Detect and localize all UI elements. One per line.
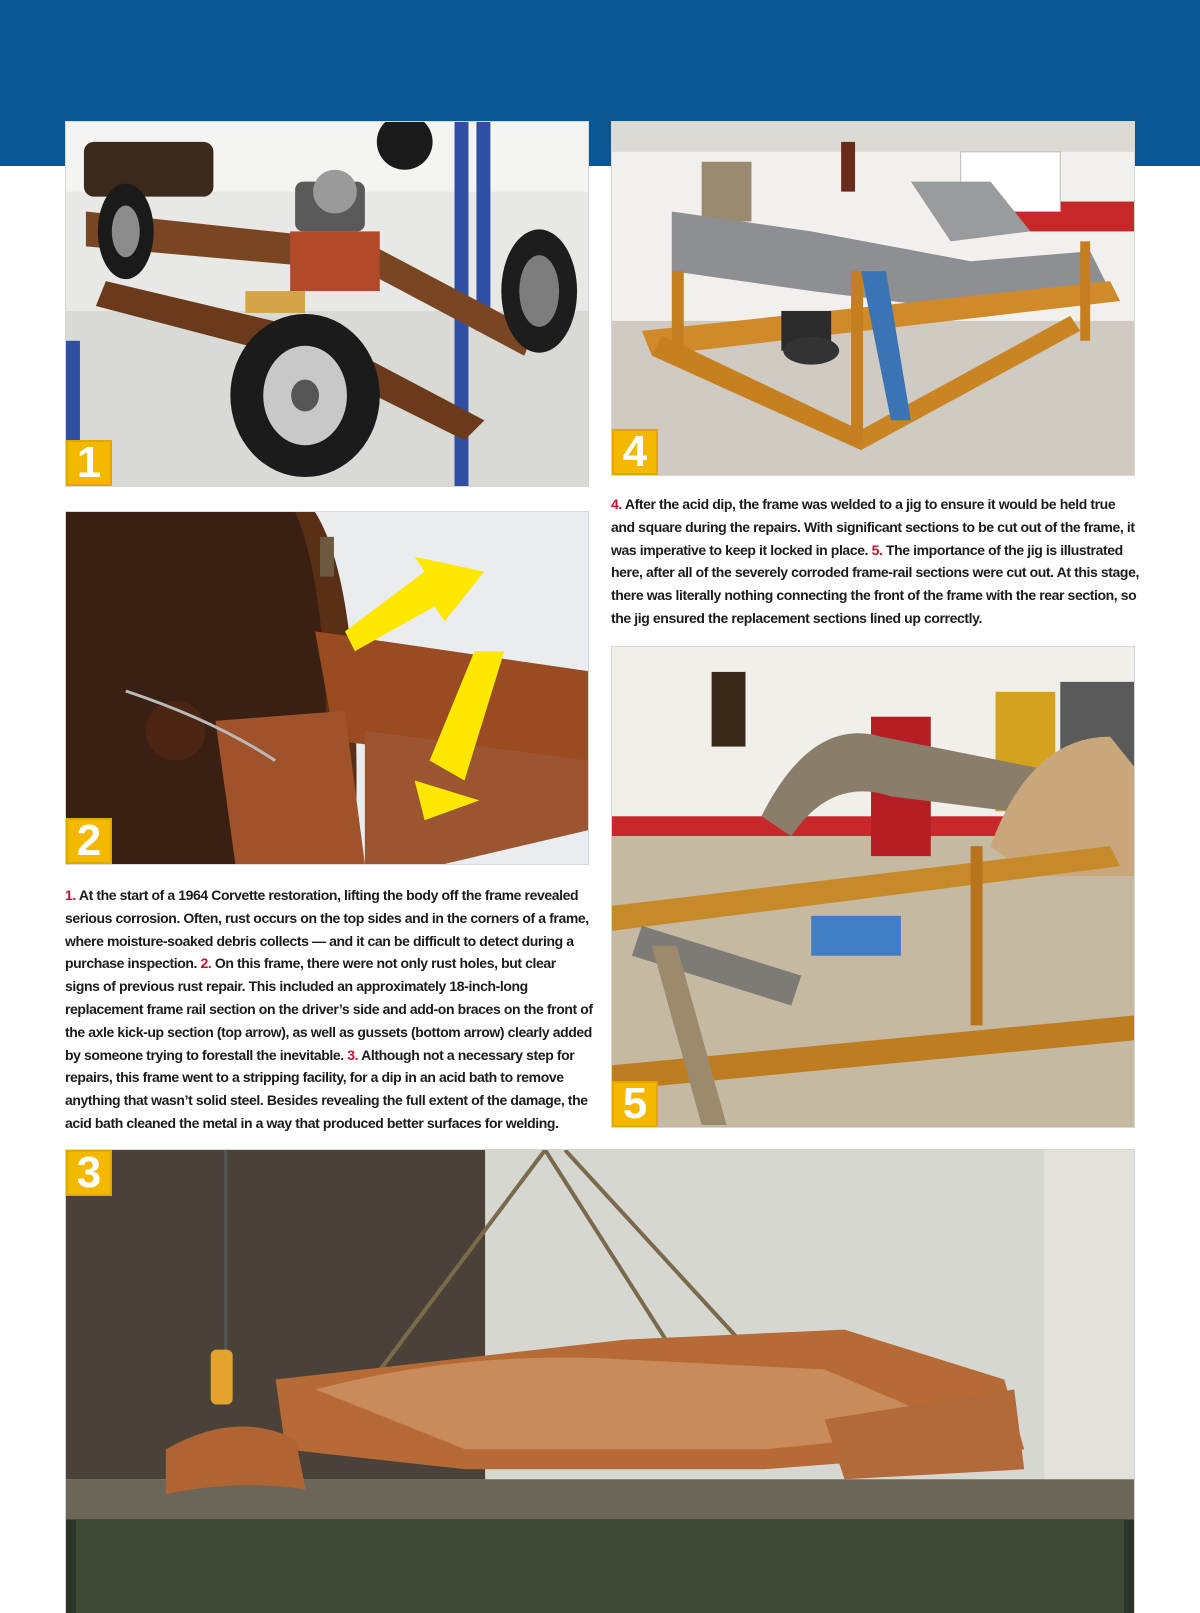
photo-2-image bbox=[66, 512, 588, 864]
photo-number-badge-5: 5 bbox=[612, 1081, 658, 1127]
photo-number-badge-4: 4 bbox=[612, 429, 658, 475]
caption-photos-1-2-3 bbox=[65, 884, 593, 1135]
photo-2-rust-detail bbox=[65, 511, 589, 865]
caption-number-5: 5. bbox=[871, 541, 883, 558]
caption-text-4: After the acid dip, the frame was welded to a jig to ensure it would be held true and square during the repairs. With significant sections to be cut out of the frame, it was imperative to keep it locked in place. bbox=[611, 496, 1135, 558]
photo-4-frame-jig bbox=[611, 121, 1135, 476]
photo-number-badge-1: 1 bbox=[66, 440, 112, 486]
photo-number-badge-2: 2 bbox=[66, 818, 112, 864]
caption-number-4: 4. bbox=[611, 496, 622, 512]
photo-3-image bbox=[66, 1150, 1134, 1613]
caption-text-1: At the start of a 1964 Corvette restoration, lifting the body off the frame revealed serious corrosion. Often, rust occurs on the top sides and in the corners of a frame, where moisture-soaked debris collects — and it can be difficult to detect during a purchase inspection. bbox=[65, 887, 589, 972]
photo-5-frame-cut bbox=[611, 646, 1135, 1128]
photo-number-badge-3: 3 bbox=[66, 1150, 112, 1196]
photo-1-chassis bbox=[65, 121, 589, 487]
caption-text-5: The importance of the jig is illustrated here, after all of the severely corroded frame-rail sections were cut out. At this stage, there was literally nothing connecting the front of the frame with the rear section, so the jig ensured the replacement sections lined up correctly. bbox=[611, 541, 1139, 626]
photo-3-acid-dip bbox=[65, 1149, 1135, 1613]
photo-4-image bbox=[612, 122, 1134, 475]
photo-1-image bbox=[66, 122, 588, 486]
caption-number-3: 3. bbox=[347, 1046, 359, 1063]
photo-5-image bbox=[612, 647, 1134, 1127]
caption-photos-4-5 bbox=[611, 493, 1139, 630]
caption-number-1: 1. bbox=[65, 887, 76, 903]
caption-text-2: On this frame, there were not only rust holes, but clear signs of previous rust repair. This included an approximately 18-inch-long replacement frame rail section on the driver’s side and add-on braces on the front of the axle kick-up section (top arrow), as well as gussets (bottom arrow) clearly added by someone trying to forestall the inevitable. bbox=[65, 955, 593, 1063]
caption-text-3: Although not a necessary step for repairs, this frame went to a stripping facility, for a dip in an acid bath to remove anything that wasn’t solid steel. Besides revealing the full extent of the damage, the acid bath cleaned the metal in a way that produced better surfaces for welding. bbox=[65, 1046, 588, 1131]
caption-number-2: 2. bbox=[200, 955, 212, 972]
